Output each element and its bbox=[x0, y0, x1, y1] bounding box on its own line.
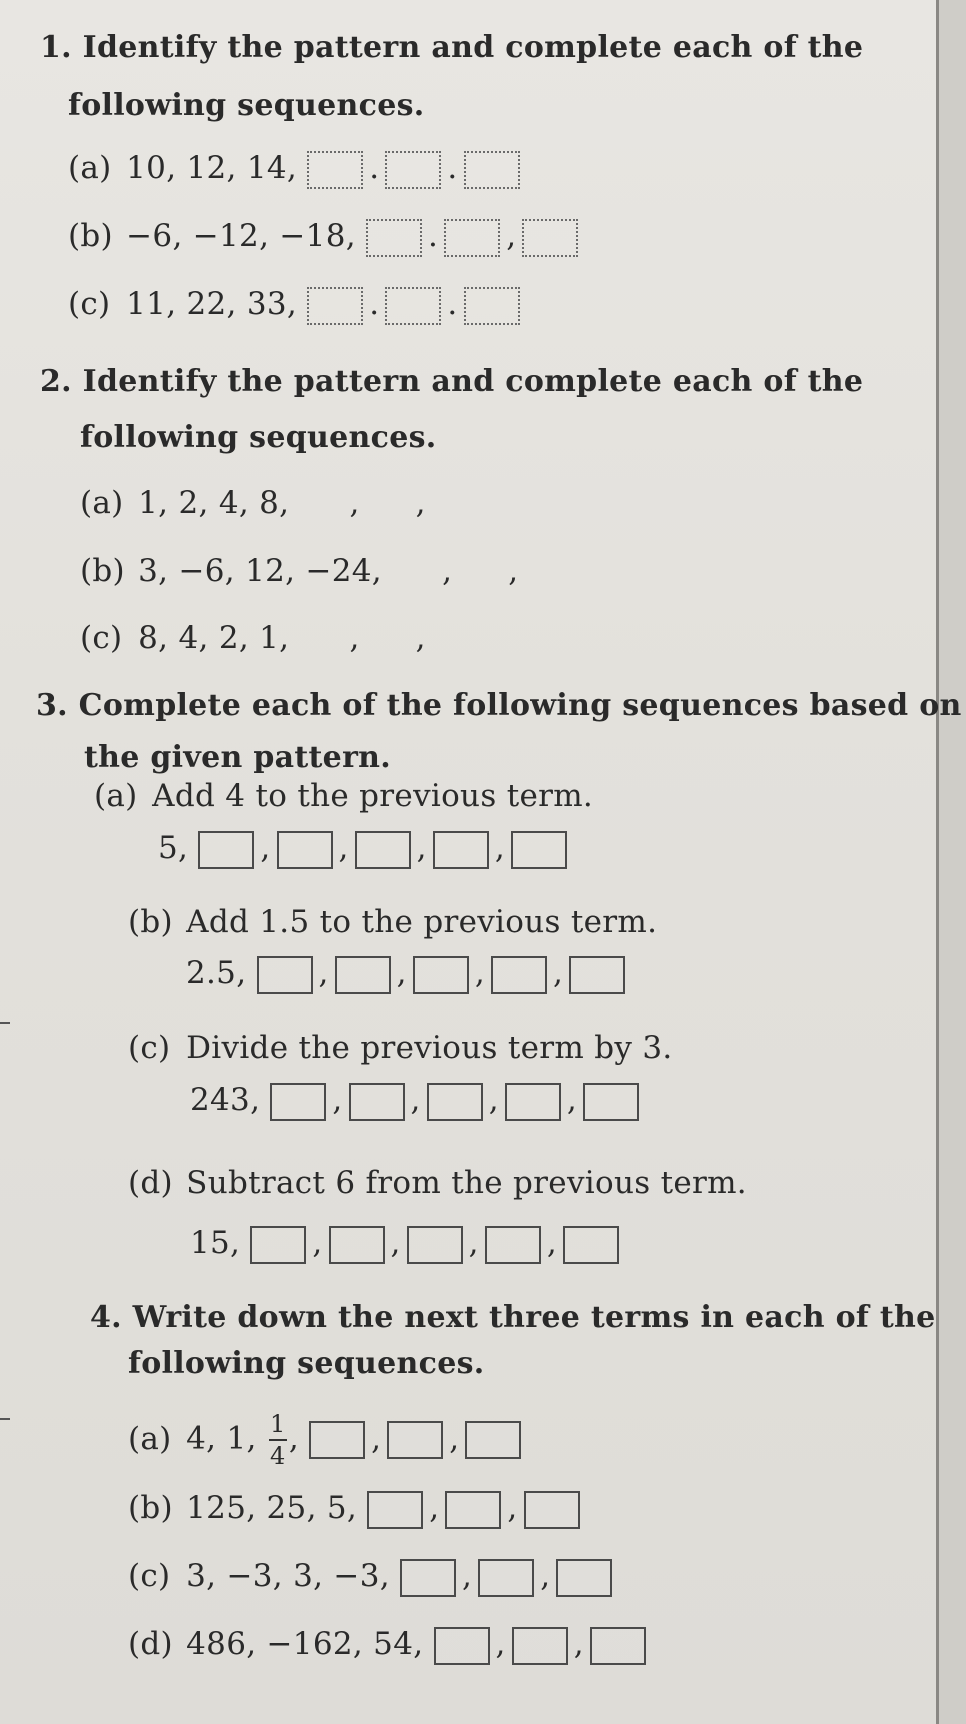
answer-box[interactable] bbox=[464, 151, 520, 189]
fraction-numerator: 1 bbox=[270, 1410, 286, 1438]
answer-box[interactable] bbox=[309, 1421, 365, 1459]
answer-box[interactable] bbox=[277, 831, 333, 869]
q2-item-b: (b) 3, −6, 12, −24, , , bbox=[80, 553, 519, 589]
q3-b-label: (b) bbox=[128, 904, 173, 940]
answer-box[interactable] bbox=[524, 1491, 580, 1529]
q2-item-c: (c) 8, 4, 2, 1, , , bbox=[80, 620, 426, 656]
answer-box[interactable] bbox=[512, 1627, 568, 1665]
q3-c-rule-text: Divide the previous term by 3. bbox=[186, 1030, 673, 1066]
q2-number: 2. bbox=[40, 364, 72, 399]
q2-item-a: (a) 1, 2, 4, 8, , , bbox=[80, 485, 426, 521]
margin-mark bbox=[0, 1418, 10, 1420]
answer-box[interactable] bbox=[250, 1226, 306, 1264]
answer-box[interactable] bbox=[434, 1627, 490, 1665]
q1-item-c: (c) 11, 22, 33, . . bbox=[68, 286, 520, 325]
q3-a-sequence: 5, , , , , bbox=[158, 830, 567, 869]
answer-box[interactable] bbox=[522, 219, 578, 257]
answer-box[interactable] bbox=[349, 1083, 405, 1121]
q1-a-label: (a) bbox=[68, 150, 112, 186]
q3-text-line2: the given pattern. bbox=[84, 740, 392, 775]
q1-c-label: (c) bbox=[68, 286, 111, 322]
answer-box[interactable] bbox=[307, 151, 363, 189]
answer-box[interactable] bbox=[355, 831, 411, 869]
q3-heading bbox=[36, 688, 962, 723]
q3-b-rule bbox=[128, 904, 657, 940]
q2-c-label: (c) bbox=[80, 620, 123, 656]
answer-box[interactable] bbox=[329, 1226, 385, 1264]
margin-mark bbox=[0, 1022, 10, 1024]
q4-heading bbox=[90, 1300, 936, 1335]
q3-d-start: 15, bbox=[190, 1225, 241, 1261]
answer-box[interactable] bbox=[478, 1559, 534, 1597]
q4-item-b: (b) 125, 25, 5, , , bbox=[128, 1490, 580, 1529]
q3-b-sequence: 2.5, , , , , bbox=[186, 955, 625, 994]
q2-a-sequence: 1, 2, 4, 8, bbox=[138, 485, 290, 521]
answer-box[interactable] bbox=[366, 219, 422, 257]
answer-box[interactable] bbox=[270, 1083, 326, 1121]
q2-text-line2: following sequences. bbox=[80, 420, 437, 455]
q2-heading bbox=[40, 364, 863, 399]
q4-b-sequence: 125, 25, 5, bbox=[186, 1490, 358, 1526]
answer-box[interactable] bbox=[583, 1083, 639, 1121]
q1-c-sequence: 11, 22, 33, bbox=[126, 286, 298, 322]
q3-c-label: (c) bbox=[128, 1030, 171, 1066]
answer-box[interactable] bbox=[464, 287, 520, 325]
answer-box[interactable] bbox=[335, 956, 391, 994]
q2-b-label: (b) bbox=[80, 553, 125, 589]
q3-b-rule-text: Add 1.5 to the previous term. bbox=[186, 904, 658, 940]
fraction bbox=[269, 1412, 287, 1468]
answer-box[interactable] bbox=[465, 1421, 521, 1459]
q1-text-line2: following sequences. bbox=[68, 88, 425, 123]
answer-box[interactable] bbox=[511, 831, 567, 869]
answer-box[interactable] bbox=[491, 956, 547, 994]
q1-text-line1: Identify the pattern and complete each of the bbox=[82, 30, 864, 65]
answer-box[interactable] bbox=[307, 287, 363, 325]
fraction-denominator: 4 bbox=[270, 1442, 286, 1470]
answer-box[interactable] bbox=[563, 1226, 619, 1264]
q2-b-sequence: 3, −6, 12, −24, bbox=[138, 553, 382, 589]
q2-c-sequence: 8, 4, 2, 1, bbox=[138, 620, 290, 656]
answer-box[interactable] bbox=[427, 1083, 483, 1121]
q4-c-sequence: 3, −3, 3, −3, bbox=[186, 1558, 390, 1594]
answer-box[interactable] bbox=[385, 287, 441, 325]
q1-heading bbox=[40, 30, 863, 65]
q4-number: 4. bbox=[90, 1300, 122, 1335]
q1-item-b: (b) −6, −12, −18, . , bbox=[68, 218, 578, 257]
q4-item-c: (c) 3, −3, 3, −3, , , bbox=[128, 1558, 612, 1597]
answer-box[interactable] bbox=[569, 956, 625, 994]
answer-box[interactable] bbox=[505, 1083, 561, 1121]
q4-text-line1: Write down the next three terms in each of the bbox=[132, 1300, 936, 1335]
q3-c-start: 243, bbox=[190, 1082, 261, 1118]
q4-a-label: (a) bbox=[128, 1420, 172, 1457]
answer-box[interactable] bbox=[367, 1491, 423, 1529]
answer-box[interactable] bbox=[387, 1421, 443, 1459]
answer-box[interactable] bbox=[445, 1491, 501, 1529]
q3-a-start: 5, bbox=[158, 830, 189, 866]
answer-box[interactable] bbox=[400, 1559, 456, 1597]
q3-d-label: (d) bbox=[128, 1165, 173, 1201]
answer-box[interactable] bbox=[556, 1559, 612, 1597]
answer-box[interactable] bbox=[407, 1226, 463, 1264]
q3-text-line1: Complete each of the following sequences based on bbox=[78, 688, 962, 723]
q1-b-sequence: −6, −12, −18, bbox=[126, 218, 356, 254]
answer-box[interactable] bbox=[385, 151, 441, 189]
q4-d-label: (d) bbox=[128, 1626, 173, 1662]
answer-box[interactable] bbox=[590, 1627, 646, 1665]
answer-box[interactable] bbox=[485, 1226, 541, 1264]
q3-number: 3. bbox=[36, 688, 68, 723]
q3-c-sequence: 243, , , , , bbox=[190, 1082, 639, 1121]
q2-text-line1: Identify the pattern and complete each of the bbox=[82, 364, 864, 399]
q4-item-a: (a) 4, 1, $\frac{1}{4}$ , , , bbox=[128, 1412, 521, 1468]
q2-a-label: (a) bbox=[80, 485, 124, 521]
answer-box[interactable] bbox=[433, 831, 489, 869]
q1-b-label: (b) bbox=[68, 218, 113, 254]
q4-c-label: (c) bbox=[128, 1558, 171, 1594]
q3-a-label: (a) bbox=[94, 778, 138, 814]
q4-a-sequence: 4, 1, bbox=[186, 1420, 257, 1457]
answer-box[interactable] bbox=[444, 219, 500, 257]
q3-c-rule bbox=[128, 1030, 673, 1066]
answer-box[interactable] bbox=[413, 956, 469, 994]
q4-text-line2: following sequences. bbox=[128, 1346, 485, 1381]
q3-d-rule-text: Subtract 6 from the previous term. bbox=[186, 1165, 747, 1201]
answer-box[interactable] bbox=[257, 956, 313, 994]
q4-d-sequence: 486, −162, 54, bbox=[186, 1626, 424, 1662]
q3-d-rule bbox=[128, 1165, 747, 1201]
q1-item-a: (a) 10, 12, 14, . . bbox=[68, 150, 520, 189]
page-shadow bbox=[939, 0, 966, 1724]
q3-b-start: 2.5, bbox=[186, 955, 247, 991]
q3-a-rule bbox=[94, 778, 593, 814]
q3-a-rule-text: Add 4 to the previous term. bbox=[152, 778, 594, 814]
q3-d-sequence: 15, , , , , bbox=[190, 1225, 619, 1264]
q4-b-label: (b) bbox=[128, 1490, 173, 1526]
q1-a-sequence: 10, 12, 14, bbox=[126, 150, 298, 186]
q4-item-d: (d) 486, −162, 54, , , bbox=[128, 1626, 646, 1665]
q1-number: 1. bbox=[40, 30, 72, 65]
answer-box[interactable] bbox=[198, 831, 254, 869]
